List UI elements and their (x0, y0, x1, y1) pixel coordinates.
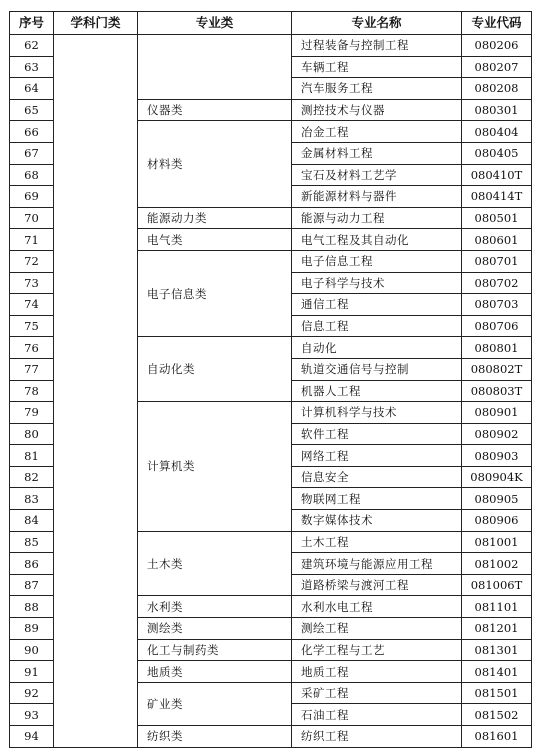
code-cell: 080301 (462, 99, 532, 121)
seq-cell: 75 (10, 315, 54, 337)
code-cell: 080803T (462, 380, 532, 402)
major-cell: 信息安全 (292, 466, 462, 488)
seq-cell: 64 (10, 78, 54, 100)
code-cell: 081501 (462, 682, 532, 704)
seq-cell: 67 (10, 142, 54, 164)
header-category: 专业类 (138, 12, 292, 35)
category-cell: 土木类 (138, 531, 292, 596)
major-cell: 石油工程 (292, 704, 462, 726)
code-cell: 080706 (462, 315, 532, 337)
header-major: 专业名称 (292, 12, 462, 35)
seq-cell: 80 (10, 423, 54, 445)
seq-cell: 73 (10, 272, 54, 294)
major-cell: 宝石及材料工艺学 (292, 164, 462, 186)
seq-cell: 87 (10, 574, 54, 596)
major-cell: 电子科学与技术 (292, 272, 462, 294)
seq-cell: 71 (10, 229, 54, 251)
code-cell: 080702 (462, 272, 532, 294)
seq-cell: 86 (10, 553, 54, 575)
seq-cell: 94 (10, 726, 54, 748)
seq-cell: 77 (10, 358, 54, 380)
major-cell: 网络工程 (292, 445, 462, 467)
major-cell: 数字媒体技术 (292, 510, 462, 532)
major-cell: 土木工程 (292, 531, 462, 553)
code-cell: 081401 (462, 661, 532, 683)
code-cell: 080903 (462, 445, 532, 467)
seq-cell: 68 (10, 164, 54, 186)
seq-cell: 66 (10, 121, 54, 143)
major-cell: 化学工程与工艺 (292, 639, 462, 661)
seq-cell: 63 (10, 56, 54, 78)
seq-cell: 84 (10, 510, 54, 532)
category-cell: 材料类 (138, 121, 292, 207)
seq-cell: 72 (10, 250, 54, 272)
seq-cell: 65 (10, 99, 54, 121)
major-cell: 过程装备与控制工程 (292, 35, 462, 57)
category-cell: 地质类 (138, 661, 292, 683)
major-cell: 新能源材料与器件 (292, 186, 462, 208)
code-cell: 080207 (462, 56, 532, 78)
code-cell: 081006T (462, 574, 532, 596)
major-cell: 道路桥梁与渡河工程 (292, 574, 462, 596)
major-cell: 软件工程 (292, 423, 462, 445)
category-cell: 电子信息类 (138, 250, 292, 336)
category-cell: 计算机类 (138, 402, 292, 532)
category-cell: 电气类 (138, 229, 292, 251)
code-cell: 081002 (462, 553, 532, 575)
table-row (10, 35, 532, 57)
code-cell: 080208 (462, 78, 532, 100)
code-cell: 080906 (462, 510, 532, 532)
major-cell: 轨道交通信号与控制 (292, 358, 462, 380)
code-cell: 080802T (462, 358, 532, 380)
seq-cell: 92 (10, 682, 54, 704)
category-cell: 纺织类 (138, 726, 292, 748)
seq-cell: 88 (10, 596, 54, 618)
major-cell: 汽车服务工程 (292, 78, 462, 100)
major-cell: 测控技术与仪器 (292, 99, 462, 121)
major-cell: 测绘工程 (292, 618, 462, 640)
category-cell: 矿业类 (138, 682, 292, 725)
code-cell: 080905 (462, 488, 532, 510)
seq-cell: 69 (10, 186, 54, 208)
seq-cell: 74 (10, 294, 54, 316)
code-cell: 081201 (462, 618, 532, 640)
major-cell: 纺织工程 (292, 726, 462, 748)
seq-cell: 76 (10, 337, 54, 359)
major-cell: 电子信息工程 (292, 250, 462, 272)
major-cell: 冶金工程 (292, 121, 462, 143)
major-cell: 信息工程 (292, 315, 462, 337)
header-row (10, 12, 532, 35)
major-cell: 物联网工程 (292, 488, 462, 510)
major-cell: 采矿工程 (292, 682, 462, 704)
header-seq: 序号 (10, 12, 54, 35)
code-cell: 081502 (462, 704, 532, 726)
code-cell: 080206 (462, 35, 532, 57)
category-cell: 化工与制药类 (138, 639, 292, 661)
code-cell: 081001 (462, 531, 532, 553)
code-cell: 080801 (462, 337, 532, 359)
seq-cell: 62 (10, 35, 54, 57)
code-cell: 081101 (462, 596, 532, 618)
category-cell: 测绘类 (138, 618, 292, 640)
majors-table (9, 11, 532, 748)
major-cell: 地质工程 (292, 661, 462, 683)
major-cell: 机器人工程 (292, 380, 462, 402)
seq-cell: 78 (10, 380, 54, 402)
category-cell: 水利类 (138, 596, 292, 618)
major-cell: 水利水电工程 (292, 596, 462, 618)
code-cell: 080501 (462, 207, 532, 229)
major-cell: 建筑环境与能源应用工程 (292, 553, 462, 575)
code-cell: 080405 (462, 142, 532, 164)
seq-cell: 82 (10, 466, 54, 488)
seq-cell: 83 (10, 488, 54, 510)
code-cell: 080703 (462, 294, 532, 316)
major-cell: 通信工程 (292, 294, 462, 316)
seq-cell: 85 (10, 531, 54, 553)
seq-cell: 79 (10, 402, 54, 424)
major-cell: 自动化 (292, 337, 462, 359)
seq-cell: 70 (10, 207, 54, 229)
major-cell: 车辆工程 (292, 56, 462, 78)
code-cell: 080901 (462, 402, 532, 424)
major-cell: 金属材料工程 (292, 142, 462, 164)
seq-cell: 91 (10, 661, 54, 683)
code-cell: 081601 (462, 726, 532, 748)
table-body (10, 35, 532, 748)
category-cell: 自动化类 (138, 337, 292, 402)
header-code: 专业代码 (462, 12, 532, 35)
code-cell: 080414T (462, 186, 532, 208)
major-cell: 能源与动力工程 (292, 207, 462, 229)
code-cell: 081301 (462, 639, 532, 661)
discipline-cell (54, 35, 138, 748)
code-cell: 080601 (462, 229, 532, 251)
category-cell: 能源动力类 (138, 207, 292, 229)
code-cell: 080410T (462, 164, 532, 186)
category-cell (138, 35, 292, 100)
header-discipline: 学科门类 (54, 12, 138, 35)
code-cell: 080904K (462, 466, 532, 488)
major-cell: 电气工程及其自动化 (292, 229, 462, 251)
seq-cell: 93 (10, 704, 54, 726)
seq-cell: 89 (10, 618, 54, 640)
code-cell: 080701 (462, 250, 532, 272)
major-cell: 计算机科学与技术 (292, 402, 462, 424)
seq-cell: 90 (10, 639, 54, 661)
code-cell: 080404 (462, 121, 532, 143)
category-cell: 仪器类 (138, 99, 292, 121)
seq-cell: 81 (10, 445, 54, 467)
code-cell: 080902 (462, 423, 532, 445)
